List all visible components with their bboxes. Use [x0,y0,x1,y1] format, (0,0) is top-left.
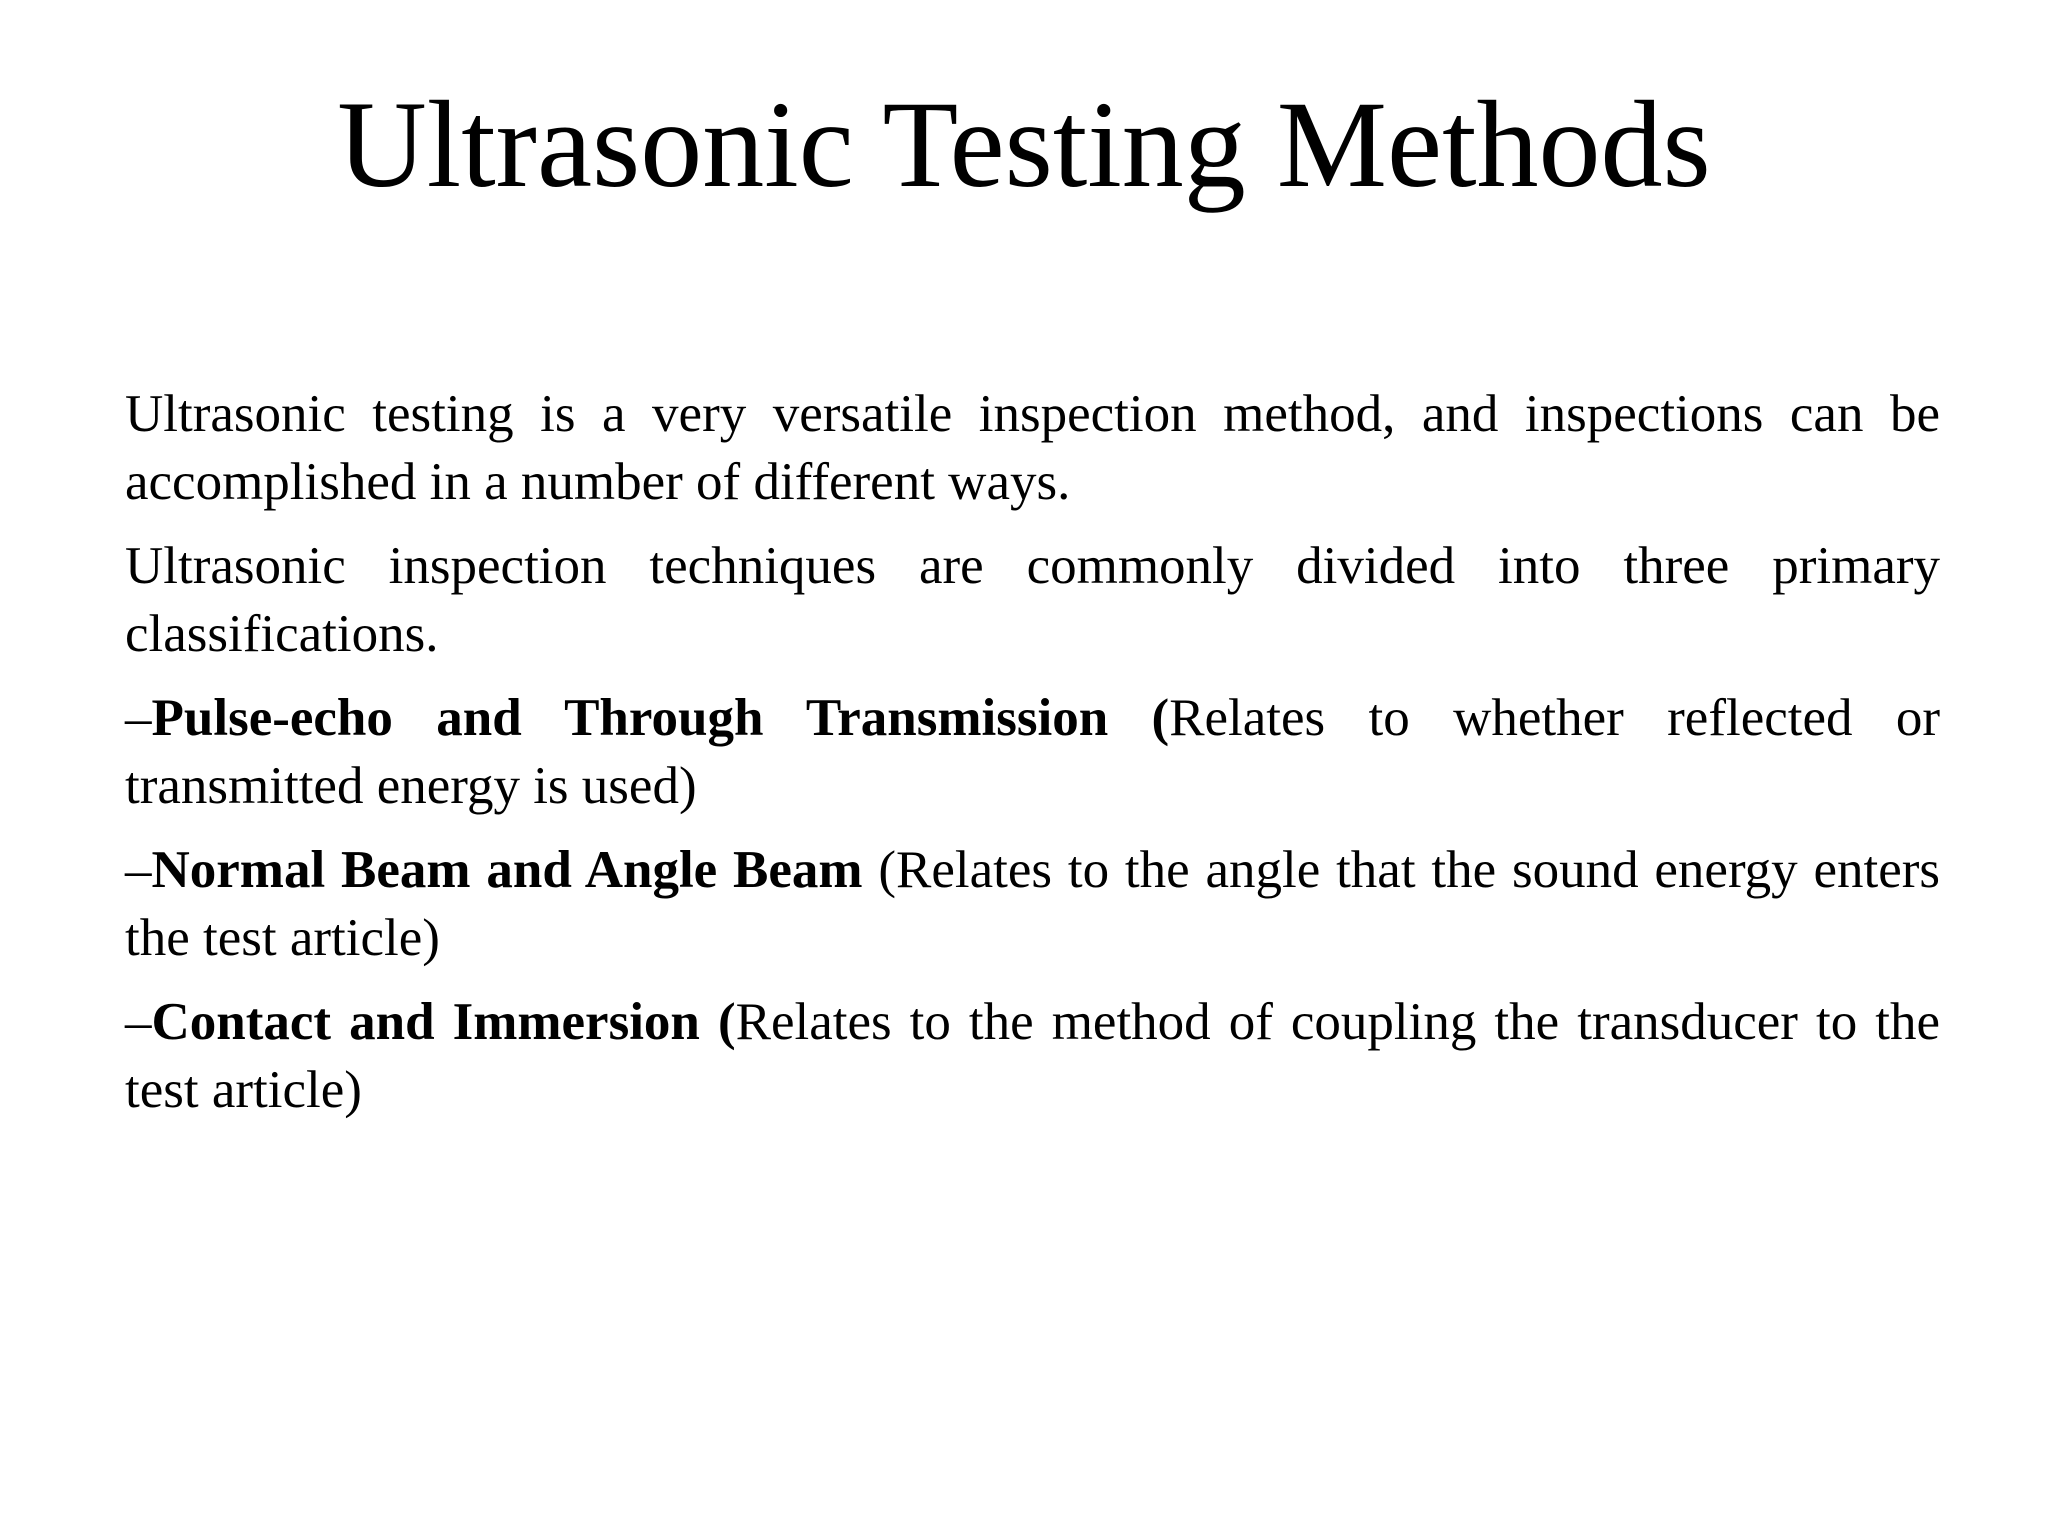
body-paragraph-intro [125,380,1940,516]
list-item-description: (Relates to the angle that the sound energy enters the test article) [125,841,1941,967]
dash-bullet: – [125,689,152,747]
body-paragraph-classifications [125,532,1940,668]
paragraph-text: Ultrasonic testing is a very versatile inspection method, and inspections can be accomplished in a number of different ways. [125,385,1940,511]
slide-body [125,380,1940,1140]
paragraph-text: Ultrasonic inspection techniques are commonly divided into three primary classifications. [125,537,1940,663]
list-item-term: Normal Beam and Angle Beam [151,841,863,899]
list-item-term: Pulse-echo and Through Transmission ( [151,689,1170,747]
dash-bullet: – [125,993,152,1051]
list-item-description: Relates to whether reflected or transmitted energy is used) [125,689,1940,815]
list-item-description: Relates to the method of coupling the transducer to the test article) [125,993,1940,1119]
dash-bullet: – [125,841,152,899]
list-item-pulse-echo [125,684,1940,820]
list-item-contact-immersion [125,988,1940,1124]
slide-title: Ultrasonic Testing Methods [337,76,1711,213]
list-item-term: Contact and Immersion ( [151,993,736,1051]
list-item-normal-angle-beam [125,836,1940,972]
